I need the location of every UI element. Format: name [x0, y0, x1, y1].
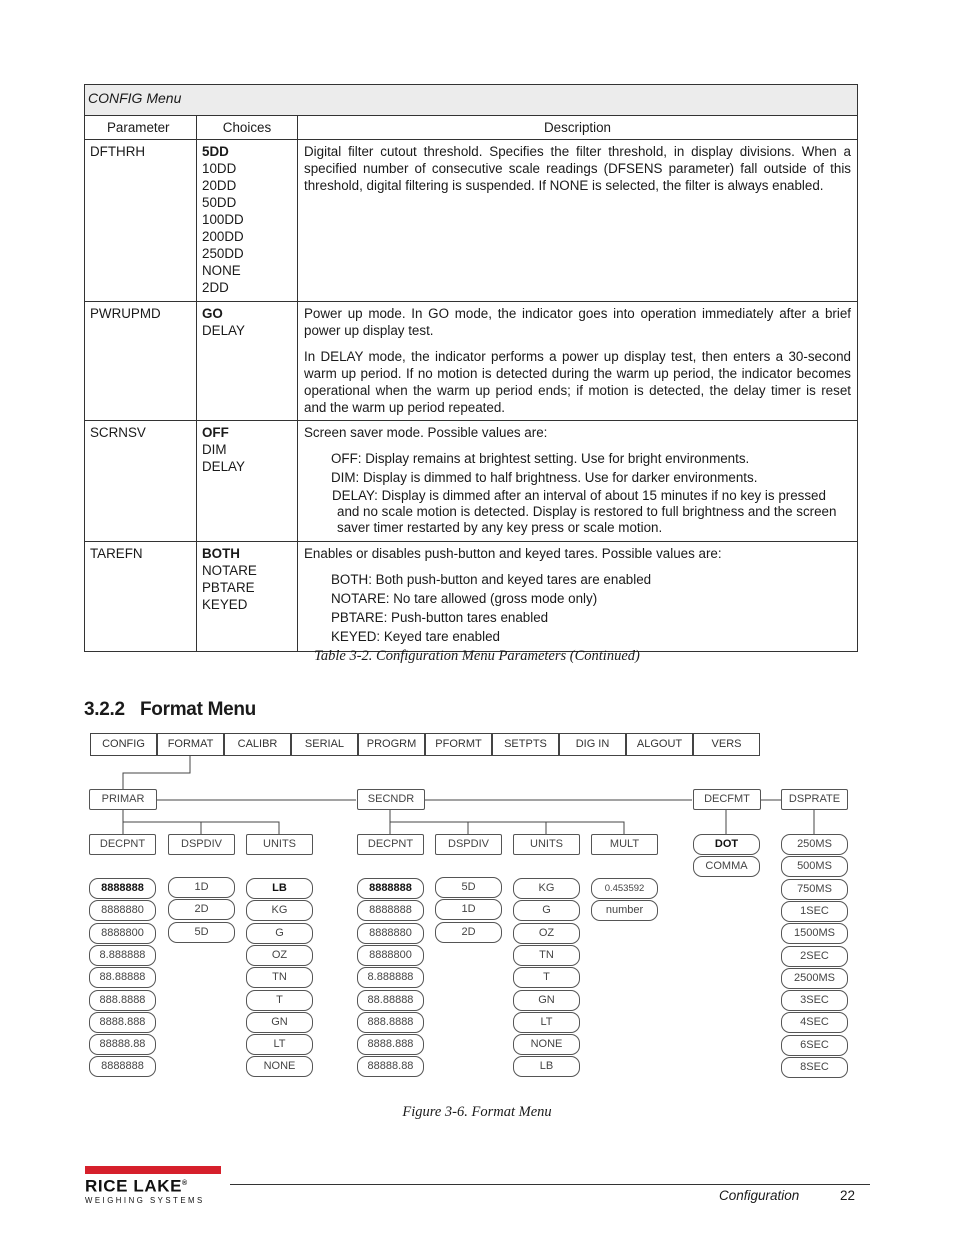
dsprate-option: 2500MS — [781, 968, 848, 989]
dsprate-option: 1SEC — [781, 901, 848, 922]
description-cell — [298, 302, 858, 421]
primar-units-option: GN — [246, 1012, 313, 1033]
choice-item: 100DD — [202, 212, 244, 227]
default-choice: OFF — [202, 425, 229, 440]
secndr-mult-node: MULT — [591, 834, 658, 855]
choice-item: NOTARE — [202, 563, 257, 578]
primar-decpnt-option: 88888.88 — [89, 1034, 156, 1055]
table-row — [85, 542, 858, 652]
menu-tab-calibr: CALIBR — [224, 733, 291, 756]
submenu-dsprate: DSPRATE — [781, 789, 848, 810]
description-paragraph: Screen saver mode. Possible values are: — [304, 425, 548, 440]
option-description: OFF: Display remains at brightest setting. Use for bright environments. — [331, 451, 750, 466]
figure-caption: Figure 3-6. Format Menu — [402, 1104, 552, 1120]
dsprate-option: 3SEC — [781, 990, 848, 1011]
option-description: BOTH: Both push-button and keyed tares are enabled — [331, 572, 652, 587]
dsprate-option: 250MS — [781, 834, 848, 855]
footer-section-name: Configuration — [719, 1188, 800, 1203]
option-description: DELAY: Display is dimmed after an interval of about 15 minutes if no key is pressed and no scale motion is detected. Display is restored to full brightness and the screen saver timer restarted by any key press or scale motion. — [332, 488, 837, 535]
dsprate-option: 2SEC — [781, 946, 848, 967]
primar-dspdiv-option: 5D — [168, 922, 235, 943]
column-header-parameter: Parameter — [85, 116, 197, 140]
column-header-description: Description — [298, 116, 858, 140]
primar-units-option: LT — [246, 1034, 313, 1055]
table-title: CONFIG Menu — [85, 85, 858, 116]
primar-decpnt-option: 8.888888 — [89, 945, 156, 966]
choice-item: DELAY — [202, 323, 245, 338]
dsprate-option: 4SEC — [781, 1012, 848, 1033]
primar-decpnt-option: 888.8888 — [89, 990, 156, 1011]
description-cell — [298, 421, 858, 542]
secndr-decpnt-option: 8888888 — [357, 900, 424, 921]
decfmt-option: COMMA — [693, 856, 760, 877]
dsprate-option: 8SEC — [781, 1057, 848, 1078]
secndr-units-option: GN — [513, 990, 580, 1011]
primar-units-option: G — [246, 923, 313, 944]
primar-units-option: OZ — [246, 945, 313, 966]
option-description: NOTARE: No tare allowed (gross mode only) — [331, 591, 598, 606]
secndr-mult-option: 0.453592 — [591, 878, 658, 899]
secndr-decpnt-option: 888.8888 — [357, 1012, 424, 1033]
description-cell — [298, 542, 858, 652]
menu-tab-setpts: SETPTS — [492, 733, 559, 756]
choice-item: PBTARE — [202, 580, 255, 595]
secndr-decpnt-option: 88.88888 — [357, 990, 424, 1011]
parameter-cell: PWRUPMD — [85, 302, 197, 421]
footer-page-number: 22 — [840, 1188, 856, 1203]
choice-item: 50DD — [202, 195, 237, 210]
submenu-decfmt: DECFMT — [693, 789, 761, 810]
dsprate-option: 1500MS — [781, 923, 848, 944]
primar-units-node: UNITS — [246, 834, 313, 855]
logo-red-bar — [85, 1166, 221, 1174]
table-row — [85, 421, 858, 542]
menu-tab-vers: VERS — [693, 733, 760, 756]
choice-item: 2DD — [202, 280, 229, 295]
choice-item: NONE — [202, 263, 241, 278]
secndr-units-node: UNITS — [513, 834, 580, 855]
secndr-units-option: LT — [513, 1012, 580, 1033]
choices-cell — [197, 421, 298, 542]
secndr-decpnt-option: 8888.888 — [357, 1034, 424, 1055]
choice-item: KEYED — [202, 597, 248, 612]
primar-decpnt-option: 8888800 — [89, 923, 156, 944]
secndr-decpnt-option: 8888800 — [357, 945, 424, 966]
logo-brand: RICE LAKE® — [85, 1176, 188, 1196]
menu-tab-serial: SERIAL — [291, 733, 358, 756]
primar-units-default: LB — [246, 878, 313, 899]
rice-lake-logo — [85, 1166, 221, 1205]
choice-item: 250DD — [202, 246, 244, 261]
primar-dspdiv-option: 1D — [168, 877, 235, 898]
default-choice: GO — [202, 306, 223, 321]
menu-tab-algout: ALGOUT — [626, 733, 693, 756]
secndr-decpnt-node: DECPNT — [357, 834, 424, 855]
description-cell — [298, 140, 858, 302]
primar-units-option: KG — [246, 900, 313, 921]
primar-units-option: TN — [246, 967, 313, 988]
logo-tagline: WEIGHING SYSTEMS — [85, 1195, 205, 1205]
section-number: 3.2.2 — [84, 699, 125, 720]
primar-decpnt-option: 8888880 — [89, 900, 156, 921]
choice-item: DELAY — [202, 459, 245, 474]
primar-decpnt-option: 8888888 — [89, 1056, 156, 1077]
menu-tab-dig-in: DIG IN — [559, 733, 626, 756]
secndr-units-option: KG — [513, 878, 580, 899]
section-title: Format Menu — [140, 699, 256, 720]
choice-item: DIM — [202, 442, 227, 457]
secndr-units-option: LB — [513, 1056, 580, 1077]
primar-dspdiv-node: DSPDIV — [168, 834, 235, 855]
config-menu-table — [84, 84, 858, 652]
secndr-decpnt-default: 8888888 — [357, 878, 424, 899]
secndr-decpnt-option: 8888880 — [357, 923, 424, 944]
dsprate-option: 750MS — [781, 879, 848, 900]
default-choice: 5DD — [202, 144, 229, 159]
default-choice: BOTH — [202, 546, 240, 561]
submenu-primar: PRIMAR — [89, 789, 157, 810]
menu-tab-format: FORMAT — [157, 733, 224, 756]
description-paragraph: In DELAY mode, the indicator performs a power up display test, then enters a 30-second warm up period. If no motion is detected during the warm up period, the indicator becomes operational when the warm up period ends; if motion is detected, the delay timer is reset and the warm up period repeated. — [304, 349, 851, 415]
primar-units-option: NONE — [246, 1056, 313, 1077]
secndr-decpnt-option: 88888.88 — [357, 1056, 424, 1077]
choice-item: 10DD — [202, 161, 237, 176]
secndr-dspdiv-option: 2D — [435, 922, 502, 943]
option-description: DIM: Display is dimmed to half brightness. Use for darker environments. — [331, 470, 758, 485]
secndr-units-option: NONE — [513, 1034, 580, 1055]
parameter-cell: TAREFN — [85, 542, 197, 652]
table-row — [85, 140, 858, 302]
choice-item: 200DD — [202, 229, 244, 244]
secndr-dspdiv-node: DSPDIV — [435, 834, 502, 855]
secndr-dspdiv-option: 1D — [435, 899, 502, 920]
section-heading — [84, 699, 256, 721]
choice-item: 20DD — [202, 178, 237, 193]
dsprate-option: 6SEC — [781, 1035, 848, 1056]
primar-dspdiv-option: 2D — [168, 899, 235, 920]
column-header-choices: Choices — [197, 116, 298, 140]
parameter-cell: SCRNSV — [85, 421, 197, 542]
secndr-units-option: T — [513, 967, 580, 988]
primar-units-option: T — [246, 990, 313, 1011]
secndr-units-option: OZ — [513, 923, 580, 944]
description-paragraph: Power up mode. In GO mode, the indicator goes into operation immediately after a brief power up display test. — [304, 306, 851, 338]
decfmt-default: DOT — [693, 834, 760, 855]
menu-tab-progrm: PROGRM — [358, 733, 425, 756]
primar-decpnt-option: 8888.888 — [89, 1012, 156, 1033]
secndr-decpnt-option: 8.888888 — [357, 967, 424, 988]
primar-decpnt-default: 8888888 — [89, 878, 156, 899]
secndr-mult-option: number — [591, 900, 658, 921]
description-paragraph: Digital filter cutout threshold. Specifies the filter threshold, in display divisions. When a specified number of consecutive scale readings (DFSENS parameter) fall outside of this threshold, digital filtering is suspended. If NONE is selected, the filter is always enabled. — [304, 144, 851, 193]
option-description: PBTARE: Push-button tares enabled — [331, 610, 549, 625]
parameter-cell: DFTHRH — [85, 140, 197, 302]
option-description: KEYED: Keyed tare enabled — [331, 629, 500, 644]
choices-cell — [197, 140, 298, 302]
description-paragraph: Enables or disables push-button and keyed tares. Possible values are: — [304, 546, 722, 561]
secndr-units-option: G — [513, 900, 580, 921]
choices-cell — [197, 302, 298, 421]
submenu-secndr: SECNDR — [357, 789, 425, 810]
menu-tab-pformt: PFORMT — [425, 733, 492, 756]
table-caption: Table 3-2. Configuration Menu Parameters (Continued) — [314, 648, 640, 664]
footer-divider — [230, 1184, 870, 1185]
menu-tab-config: CONFIG — [90, 733, 157, 756]
dsprate-option: 500MS — [781, 856, 848, 877]
table-row — [85, 302, 858, 421]
secndr-dspdiv-option: 5D — [435, 877, 502, 898]
primar-decpnt-node: DECPNT — [89, 834, 156, 855]
secndr-units-option: TN — [513, 945, 580, 966]
table-body — [85, 140, 858, 652]
choices-cell — [197, 542, 298, 652]
primar-decpnt-option: 88.88888 — [89, 967, 156, 988]
